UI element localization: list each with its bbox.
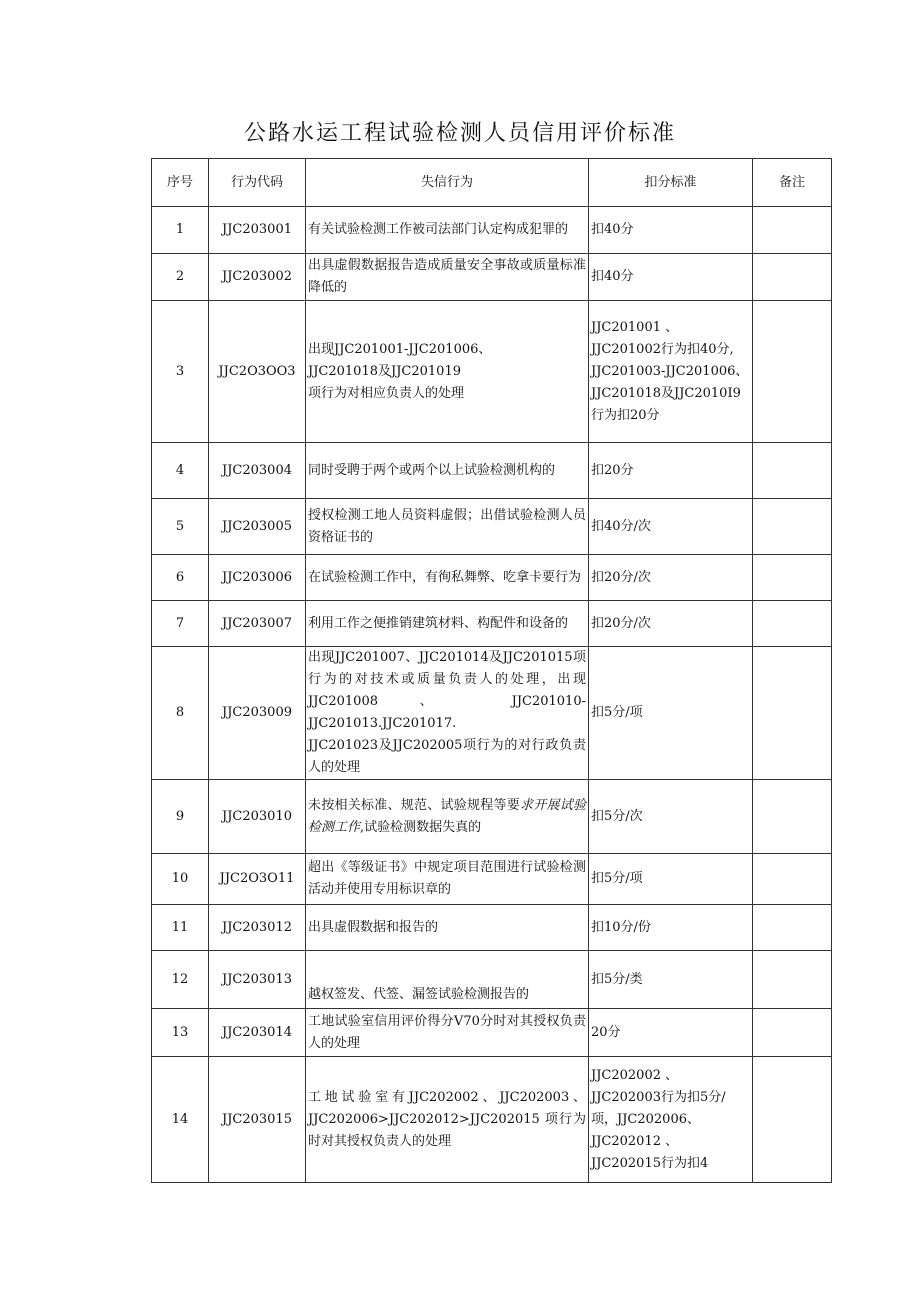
header-code: 行为代码 xyxy=(209,159,306,207)
deduction-line: 项，JJC202006、 xyxy=(591,1111,700,1127)
cell-deduction: 扣40分 xyxy=(589,254,753,301)
cell-note xyxy=(753,905,832,951)
cell-behavior: 同时受聘于两个或两个以上试验检测机构的 xyxy=(306,443,589,499)
behavior-text-italic: 求开展试验检测工作 xyxy=(308,797,586,835)
table-row xyxy=(152,854,832,905)
table-row xyxy=(152,301,832,443)
cell-code: JJC203001 xyxy=(209,207,306,254)
cell-code: JJC203006 xyxy=(209,555,306,601)
cell-deduction: 扣40分/次 xyxy=(589,499,753,555)
cell-deduction: 扣5分/次 xyxy=(589,780,753,854)
deduction-line: JJC201002行为扣40分, xyxy=(591,341,734,357)
table-row xyxy=(152,555,832,601)
table-row xyxy=(152,1057,832,1183)
header-behavior: 失信行为 xyxy=(306,159,589,207)
deduction-line: JJC201003-JJC201006、 xyxy=(591,363,749,379)
cell-note xyxy=(753,301,832,443)
deduction-line: JJC201018及JJC2010I9 xyxy=(591,385,741,401)
table-row xyxy=(152,207,832,254)
table-row xyxy=(152,499,832,555)
cell-seq: 1 xyxy=(152,207,209,254)
cell-seq: 12 xyxy=(152,951,209,1009)
cell-behavior: 出具虚假数据报告造成质量安全事故或质量标准降低的 xyxy=(306,254,589,301)
cell-note xyxy=(753,647,832,780)
header-seq: 序号 xyxy=(152,159,209,207)
behavior-line: JJC201018及JJC201019 xyxy=(308,363,461,379)
table-row xyxy=(152,780,832,854)
cell-behavior: 出具虚假数据和报告的 xyxy=(306,905,589,951)
table-row xyxy=(152,601,832,647)
cell-code: JJC203010 xyxy=(209,780,306,854)
table-row xyxy=(152,254,832,301)
table-row xyxy=(152,905,832,951)
page-title: 公路水运工程试验检测人员信用评价标准 xyxy=(243,121,676,146)
cell-seq: 2 xyxy=(152,254,209,301)
cell-code: JJC203015 xyxy=(209,1057,306,1183)
behavior-line: 出现JJC201007、JJC201014及JJC201015项行为的对技术或质量负责人的处理，出现 JJC201008 、 JJC201010-JJC201013.JJC201017. xyxy=(308,650,586,731)
cell-note xyxy=(753,1057,832,1183)
credit-standard-table xyxy=(151,158,832,1183)
deduction-line: 行为扣20分 xyxy=(591,407,660,423)
cell-behavior: 在试验检测工作中，有徇私舞弊、吃拿卡要行为 xyxy=(306,555,589,601)
deduction-line: JJC201001 、 xyxy=(591,319,679,335)
cell-deduction: 扣20分/次 xyxy=(589,601,753,647)
table-row xyxy=(152,443,832,499)
cell-behavior xyxy=(306,647,589,780)
cell-behavior: 越权签发、代签、漏签试验检测报告的 xyxy=(306,951,589,1009)
table-row xyxy=(152,1009,832,1057)
cell-seq: 13 xyxy=(152,1009,209,1057)
cell-code: JJC203004 xyxy=(209,443,306,499)
deduction-line: JJC202003行为扣5分/ xyxy=(591,1089,726,1105)
cell-seq: 8 xyxy=(152,647,209,780)
cell-note xyxy=(753,854,832,905)
cell-behavior: 利用工作之便推销建筑材料、构配件和设备的 xyxy=(306,601,589,647)
cell-note xyxy=(753,499,832,555)
cell-note xyxy=(753,1009,832,1057)
behavior-line: 出现JJC201001-JJC201006、 xyxy=(308,341,492,357)
cell-code: JJC203005 xyxy=(209,499,306,555)
cell-seq: 6 xyxy=(152,555,209,601)
cell-note xyxy=(753,254,832,301)
cell-deduction xyxy=(589,1057,753,1183)
cell-seq: 5 xyxy=(152,499,209,555)
cell-behavior xyxy=(306,780,589,854)
cell-seq: 7 xyxy=(152,601,209,647)
behavior-text: 未按相关标准、规范、试验规程等要 xyxy=(308,797,520,813)
cell-code: JJC203013 xyxy=(209,951,306,1009)
deduction-line: JJC202012 、 xyxy=(591,1133,679,1149)
cell-note xyxy=(753,443,832,499)
cell-seq: 11 xyxy=(152,905,209,951)
cell-deduction: 扣20分/次 xyxy=(589,555,753,601)
cell-note xyxy=(753,207,832,254)
cell-deduction xyxy=(589,301,753,443)
cell-note xyxy=(753,601,832,647)
deduction-line: JJC202015行为扣4 xyxy=(591,1155,709,1171)
header-note: 备注 xyxy=(753,159,832,207)
cell-seq: 4 xyxy=(152,443,209,499)
cell-code: JJC203014 xyxy=(209,1009,306,1057)
cell-behavior: 授权检测工地人员资料虚假；出借试验检测人员资格证书的 xyxy=(306,499,589,555)
cell-note xyxy=(753,780,832,854)
cell-code: JJC203009 xyxy=(209,647,306,780)
cell-note xyxy=(753,951,832,1009)
cell-code: JJC2O3O11 xyxy=(209,854,306,905)
cell-code: JJC203012 xyxy=(209,905,306,951)
cell-deduction: 20分 xyxy=(589,1009,753,1057)
table-row xyxy=(152,647,832,780)
cell-code: JJC2O3OO3 xyxy=(209,301,306,443)
cell-deduction: 扣5分/项 xyxy=(589,647,753,780)
cell-deduction: 扣5分/项 xyxy=(589,854,753,905)
cell-behavior xyxy=(306,301,589,443)
behavior-line: JJC201023及JJC202005项行为的对行政负责人的处理 xyxy=(308,738,586,775)
table-header-row xyxy=(152,159,832,207)
behavior-line: 项行为对相应负责人的处理 xyxy=(308,385,465,401)
cell-deduction: 扣20分 xyxy=(589,443,753,499)
cell-code: JJC203002 xyxy=(209,254,306,301)
cell-deduction: 扣40分 xyxy=(589,207,753,254)
deduction-line: JJC202002 、 xyxy=(591,1067,679,1083)
cell-seq: 10 xyxy=(152,854,209,905)
behavior-text: ,试验检测数据失真的 xyxy=(360,819,482,835)
cell-behavior: 工地试验室有JJC202002、JJC202003、JJC202006>JJC202012>JJC202015 项行为时对其授权负责人的处理 xyxy=(306,1057,589,1183)
cell-behavior: 工地试验室信用评价得分V70分时对其授权负责人的处理 xyxy=(306,1009,589,1057)
cell-seq: 14 xyxy=(152,1057,209,1183)
header-deduction: 扣分标准 xyxy=(589,159,753,207)
cell-seq: 3 xyxy=(152,301,209,443)
cell-behavior: 超出《等级证书》中规定项目范围进行试验检测活动并使用专用标识章的 xyxy=(306,854,589,905)
cell-behavior: 有关试验检测工作被司法部门认定构成犯罪的 xyxy=(306,207,589,254)
cell-deduction: 扣5分/类 xyxy=(589,951,753,1009)
cell-note xyxy=(753,555,832,601)
table-row xyxy=(152,951,832,1009)
cell-deduction: 扣10分/份 xyxy=(589,905,753,951)
cell-code: JJC203007 xyxy=(209,601,306,647)
cell-seq: 9 xyxy=(152,780,209,854)
